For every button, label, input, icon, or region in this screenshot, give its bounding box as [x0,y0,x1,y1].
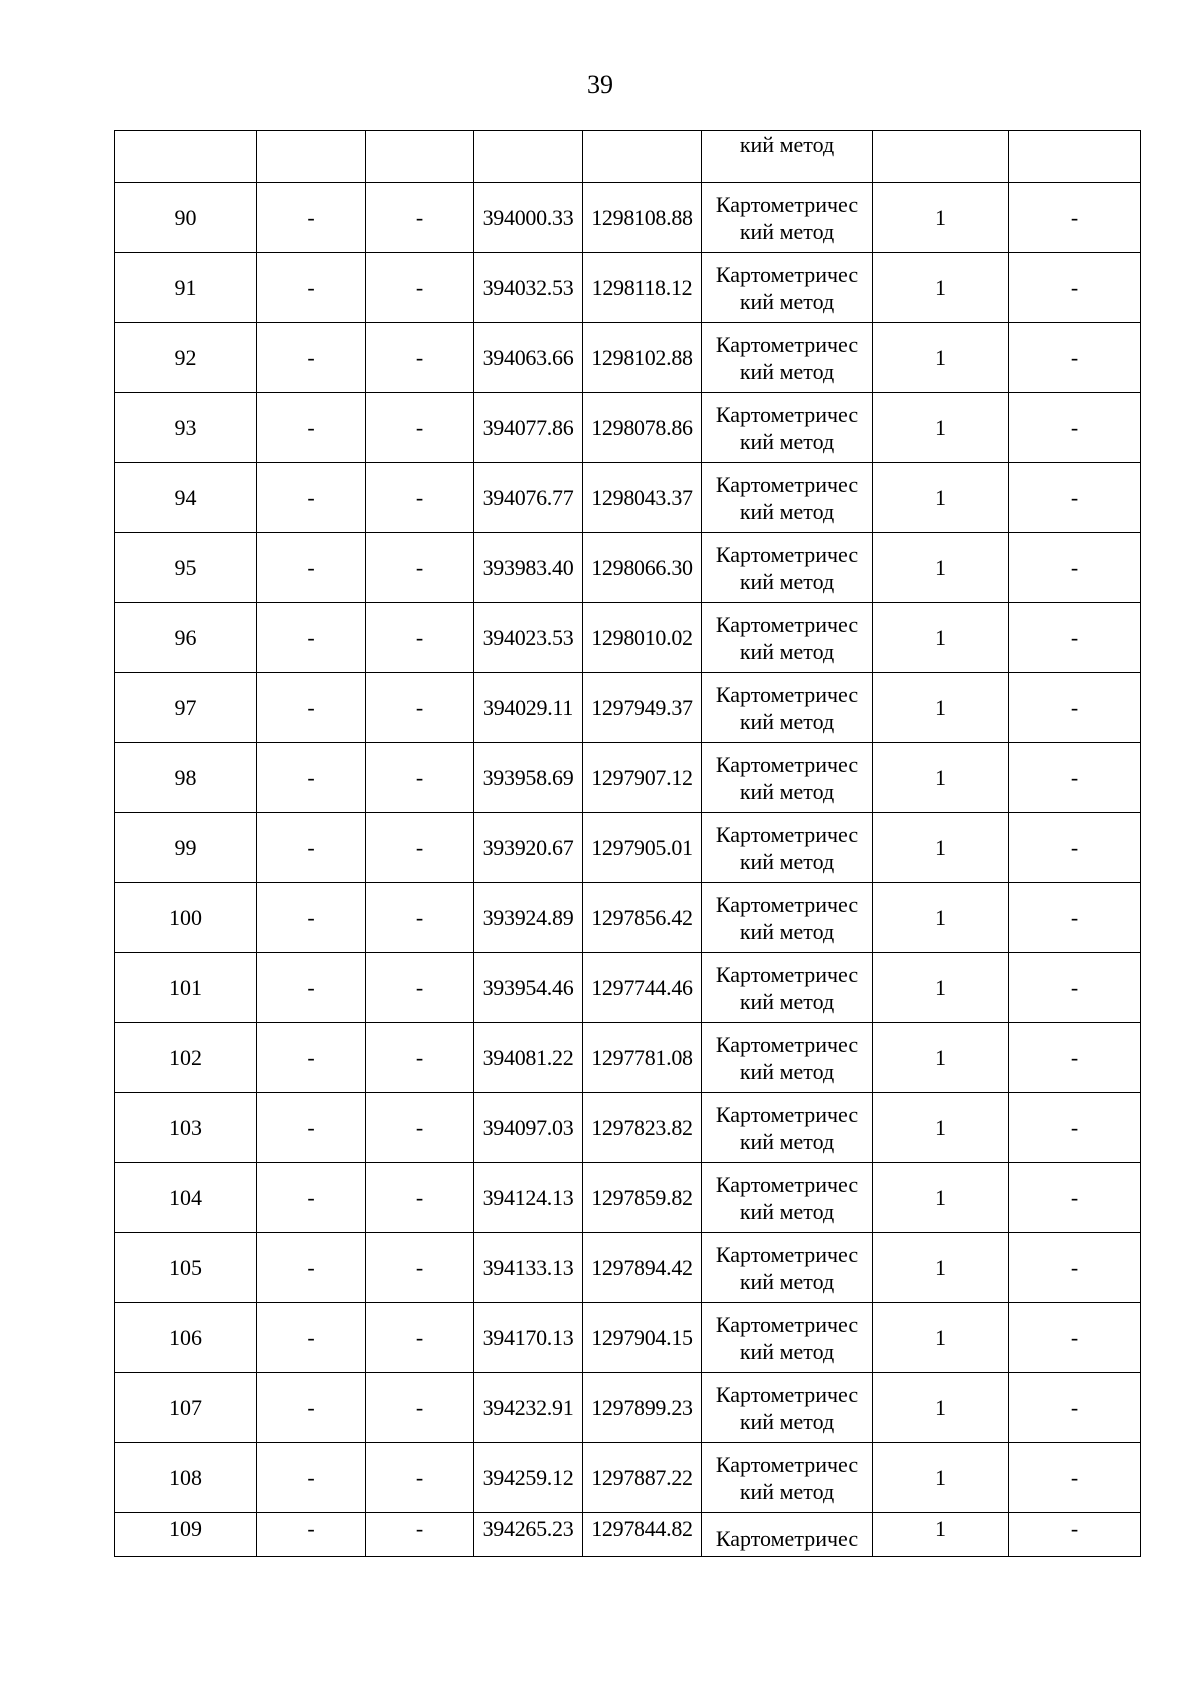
cell-last: - [1009,1373,1141,1443]
cell-dash: - [257,1163,366,1233]
cell-dash: - [257,673,366,743]
cell-x: 394081.22 [474,1023,583,1093]
method-line-1: Картометричес [715,1031,859,1057]
cell-method [702,883,873,953]
method-line-1: Картометричес [715,1101,859,1127]
cell-empty [257,131,366,183]
cell-dash: - [257,183,366,253]
cell-dash: - [366,813,474,883]
cell-dash: - [257,533,366,603]
cell-dash: - [366,603,474,673]
cell-x: 394023.53 [474,603,583,673]
method-line-2: кий метод [739,1408,835,1434]
cell-x: 394000.33 [474,183,583,253]
table-row [115,953,1141,1023]
cell-point-number: 91 [115,253,257,323]
cell-dash: - [366,1093,474,1163]
cell-dash: - [366,1163,474,1233]
cell-x: 393920.67 [474,813,583,883]
cell-last: - [1009,603,1141,673]
cell-y: 1297856.42 [583,883,702,953]
cell-accuracy: 1 [873,1163,1009,1233]
cell-x: 394063.66 [474,323,583,393]
cell-dash: - [366,533,474,603]
cell-accuracy: 1 [873,1443,1009,1513]
cell-last: - [1009,1023,1141,1093]
cell-y: 1297949.37 [583,673,702,743]
cell-dash: - [366,323,474,393]
coordinates-table [114,130,1141,1557]
method-line-2: кий метод [739,848,835,874]
cell-y: 1297844.82 [583,1513,702,1557]
cell-point-number: 101 [115,953,257,1023]
cell-point-number: 105 [115,1233,257,1303]
method-line-1: Картометричес [715,961,859,987]
cell-point-number: 107 [115,1373,257,1443]
cell-method [702,183,873,253]
cell-accuracy: 1 [873,1303,1009,1373]
cell-dash: - [257,1233,366,1303]
cell-point-number: 93 [115,393,257,463]
method-line-2: кий метод [739,1128,835,1154]
cell-method [702,1093,873,1163]
cell-method [702,463,873,533]
method-line-2: кий метод [739,498,835,524]
cell-accuracy: 1 [873,813,1009,883]
cell-method: Картометричес [702,1513,873,1557]
method-line-1: Картометричес [715,1451,859,1477]
method-line-2: кий метод [739,288,835,314]
cell-point-number: 94 [115,463,257,533]
cell-dash: - [366,953,474,1023]
cell-last: - [1009,323,1141,393]
cell-last: - [1009,743,1141,813]
cell-accuracy: 1 [873,883,1009,953]
method-line-2: кий метод [739,358,835,384]
table-row [115,883,1141,953]
method-line-1: Картометричес [715,1241,859,1267]
cell-last: - [1009,1303,1141,1373]
cell-point-number: 104 [115,1163,257,1233]
cell-empty [366,131,474,183]
method-line-1: Картометричес [715,331,859,357]
continued-row [115,131,1141,183]
cell-method [702,953,873,1023]
method-line-1: Картометричес [715,191,859,217]
cell-accuracy: 1 [873,1233,1009,1303]
page-number: 39 [587,70,613,99]
cell-dash: - [257,463,366,533]
table-row [115,183,1141,253]
cell-point-number: 103 [115,1093,257,1163]
cell-last: - [1009,1233,1141,1303]
table-row [115,603,1141,673]
cell-last: - [1009,533,1141,603]
cell-x: 394076.77 [474,463,583,533]
cell-method [702,1023,873,1093]
cell-dash: - [366,1443,474,1513]
method-line-2: кий метод [739,638,835,664]
table-row [115,463,1141,533]
table-row [115,1093,1141,1163]
cell-dash: - [366,253,474,323]
cell-accuracy: 1 [873,253,1009,323]
cell-y [583,131,702,183]
cell-accuracy: 1 [873,603,1009,673]
cell-x: 394170.13 [474,1303,583,1373]
cell-dash: - [366,1023,474,1093]
method-line-2: кий метод [739,1268,835,1294]
method-line-1: Картометричес [715,471,859,497]
cell-dash: - [366,883,474,953]
cell-point-number: 108 [115,1443,257,1513]
cell-x: 394124.13 [474,1163,583,1233]
method-line-1: Картометричес [715,821,859,847]
cell-x: 394097.03 [474,1093,583,1163]
cell-accuracy: 1 [873,1513,1009,1557]
cell-accuracy: 1 [873,743,1009,813]
cell-accuracy: 1 [873,183,1009,253]
cell-point-number: 98 [115,743,257,813]
cell-x: 394032.53 [474,253,583,323]
cell-dash: - [257,1303,366,1373]
method-line-2: кий метод [739,988,835,1014]
method-line-1: Картометричес [715,541,859,567]
cell-accuracy: 1 [873,1023,1009,1093]
cell-dash: - [366,1513,474,1557]
cell-dash: - [257,743,366,813]
cell-x: 393954.46 [474,953,583,1023]
cell-dash: - [257,253,366,323]
cell-y: 1298102.88 [583,323,702,393]
cell-point-number: 92 [115,323,257,393]
cell-accuracy: 1 [873,673,1009,743]
cell-method [702,673,873,743]
cell-x: 393983.40 [474,533,583,603]
cell-last: - [1009,253,1141,323]
cell-x: 394259.12 [474,1443,583,1513]
table-row [115,1233,1141,1303]
cell-dash: - [257,953,366,1023]
table-row [115,323,1141,393]
cell-dash: - [257,1093,366,1163]
method-line-1: Картометричес [715,681,859,707]
cell-last: - [1009,1093,1141,1163]
cell-y: 1297744.46 [583,953,702,1023]
cell-y: 1297907.12 [583,743,702,813]
cell-y: 1298118.12 [583,253,702,323]
cell-point-number: 106 [115,1303,257,1373]
cell-method [702,323,873,393]
cell-dash: - [257,393,366,463]
cell-accuracy [873,131,1009,183]
cell-point-number: 97 [115,673,257,743]
table-row [115,813,1141,883]
table-row [115,1443,1141,1513]
table-row [115,1513,1141,1557]
cell-point-number: 109 [115,1513,257,1557]
cell-point-number: 90 [115,183,257,253]
table-row [115,1303,1141,1373]
cell-y: 1297905.01 [583,813,702,883]
cell-dash: - [257,323,366,393]
cell-last: - [1009,813,1141,883]
cell-last: - [1009,183,1141,253]
cell-x: 394077.86 [474,393,583,463]
cell-dash: - [366,673,474,743]
cell-last [1009,131,1141,183]
method-line-1: Картометричес [715,1381,859,1407]
cell-dash: - [366,1373,474,1443]
cell-dash: - [366,1303,474,1373]
cell-dash: - [366,183,474,253]
cell-y: 1297823.82 [583,1093,702,1163]
cell-method [702,1373,873,1443]
method-line-2: кий метод [739,1338,835,1364]
method-line-2: кий метод [739,778,835,804]
table-row [115,1023,1141,1093]
cell-method [702,253,873,323]
cell-y: 1297859.82 [583,1163,702,1233]
method-line-1: Картометричес [715,1311,859,1337]
cell-dash: - [257,603,366,673]
cell-y: 1298010.02 [583,603,702,673]
cell-x: 394232.91 [474,1373,583,1443]
cell-dash: - [366,463,474,533]
cell-y: 1297781.08 [583,1023,702,1093]
cell-accuracy: 1 [873,953,1009,1023]
cell-last: - [1009,463,1141,533]
cell-last: - [1009,883,1141,953]
method-line-1: Картометричес [715,1171,859,1197]
cell-x: 393958.69 [474,743,583,813]
method-line-1: Картометричес [715,261,859,287]
cell-y: 1297899.23 [583,1373,702,1443]
method-line-2: кий метод [739,218,835,244]
table-row [115,1373,1141,1443]
cell-last: - [1009,953,1141,1023]
cell-last: - [1009,1163,1141,1233]
cell-point-number [115,131,257,183]
table-row [115,393,1141,463]
cell-dash: - [366,393,474,463]
cell-y: 1298066.30 [583,533,702,603]
cell-dash: - [257,1443,366,1513]
cell-point-number: 102 [115,1023,257,1093]
cell-dash: - [257,1513,366,1557]
cell-dash: - [366,1233,474,1303]
cell-accuracy: 1 [873,533,1009,603]
cell-dash: - [257,1373,366,1443]
cell-last: - [1009,673,1141,743]
cell-y: 1298043.37 [583,463,702,533]
cell-method-continued: кий метод [702,131,873,183]
cell-x: 393924.89 [474,883,583,953]
method-line-2: кий метод [739,1198,835,1224]
cell-y: 1298078.86 [583,393,702,463]
table-row [115,253,1141,323]
cell-dash: - [257,813,366,883]
cell-method [702,603,873,673]
method-line-2: кий метод [739,1478,835,1504]
table-row [115,1163,1141,1233]
cell-x [474,131,583,183]
cell-y: 1298108.88 [583,183,702,253]
cell-last: - [1009,393,1141,463]
cell-method [702,393,873,463]
method-line-1: Картометричес [715,751,859,777]
cell-last: - [1009,1443,1141,1513]
cell-y: 1297904.15 [583,1303,702,1373]
cell-method [702,1233,873,1303]
method-line-2: кий метод [739,708,835,734]
cell-accuracy: 1 [873,393,1009,463]
method-line-1: Картометричес [715,401,859,427]
cell-x: 394265.23 [474,1513,583,1557]
cell-method [702,1163,873,1233]
table-row [115,673,1141,743]
method-line-1: Картометричес [715,891,859,917]
table-row [115,743,1141,813]
method-line-2: кий метод [739,918,835,944]
table-row [115,533,1141,603]
cell-accuracy: 1 [873,463,1009,533]
cell-point-number: 100 [115,883,257,953]
cell-y: 1297894.42 [583,1233,702,1303]
table-body [115,131,1141,1557]
cell-y: 1297887.22 [583,1443,702,1513]
cell-x: 394133.13 [474,1233,583,1303]
cell-method [702,813,873,883]
method-line-1: Картометричес [715,611,859,637]
cell-dash: - [257,883,366,953]
cell-accuracy: 1 [873,323,1009,393]
cell-method [702,743,873,813]
method-line-2: кий метод [739,1058,835,1084]
cell-method [702,533,873,603]
cell-method [702,1443,873,1513]
method-line-2: кий метод [739,568,835,594]
cell-dash: - [366,743,474,813]
cell-point-number: 96 [115,603,257,673]
cell-accuracy: 1 [873,1373,1009,1443]
cell-method [702,1303,873,1373]
cell-accuracy: 1 [873,1093,1009,1163]
cell-dash: - [257,1023,366,1093]
method-line-2: кий метод [739,428,835,454]
cell-point-number: 99 [115,813,257,883]
cell-last: - [1009,1513,1141,1557]
cell-point-number: 95 [115,533,257,603]
cell-x: 394029.11 [474,673,583,743]
